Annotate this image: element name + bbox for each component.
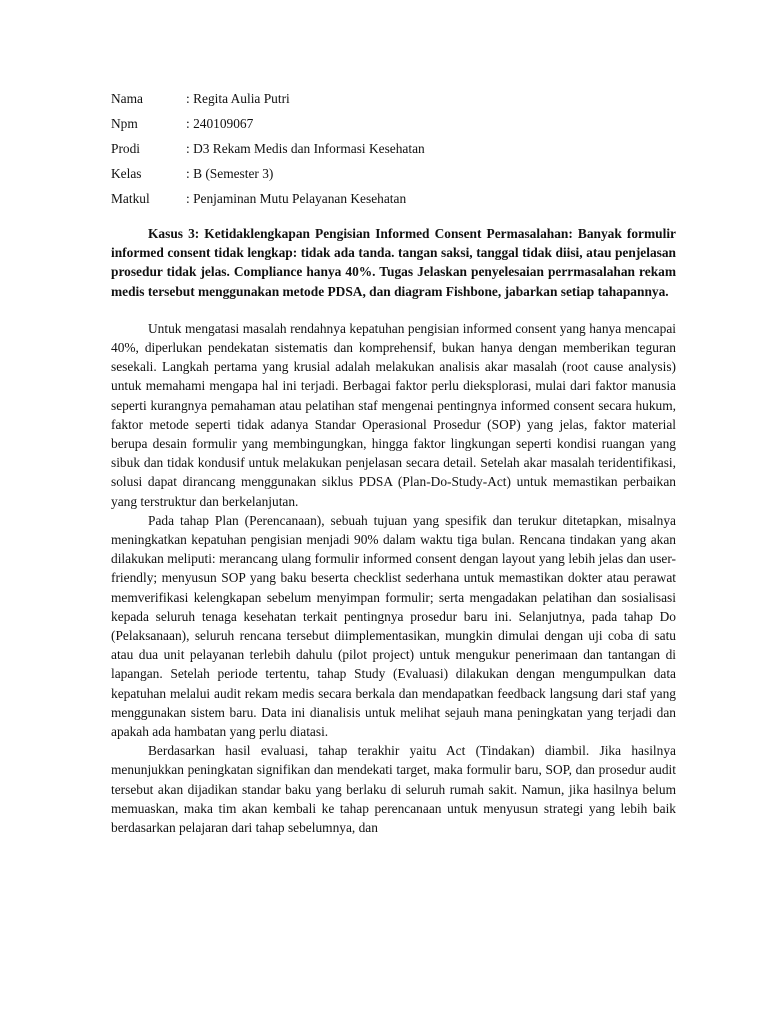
info-label: Npm: [111, 116, 138, 131]
info-row-nama: [111, 86, 676, 111]
body-paragraph-3: Berdasarkan hasil evaluasi, tahap terakhir yaitu Act (Tindakan) diambil. Jika hasilnya menunjukkan peningkatan signifikan dan mendekati target, maka formulir baru, SOP, dan prosedur audit tersebut akan dijadikan standar baku yang berlaku di seluruh rumah sakit. Namun, jika hasilnya belum memuaskan, maka tim akan kembali ke tahap perencanaan untuk menyusun strategi yang lebih baik berdasarkan pelajaran dari tahap sebelumnya, dan: [111, 743, 676, 836]
info-value: : 240109067: [186, 116, 254, 131]
info-row-prodi: [111, 136, 676, 161]
info-label: Matkul: [111, 191, 150, 206]
info-label: Nama: [111, 91, 143, 106]
info-row-npm: [111, 111, 676, 136]
body-paragraph-1: Untuk mengatasi masalah rendahnya kepatuhan pengisian informed consent yang hanya mencapai 40%, diperlukan pendekatan sistematis dan komprehensif, bukan hanya dengan memberikan teguran sesekali. Langkah pertama yang krusial adalah melakukan analisis akar masalah (root cause analysis) untuk memahami mengapa hal ini terjadi. Berbagai faktor perlu dieksplorasi, mulai dari faktor manusia seperti kurangnya pemahaman atau pelatihan staf mengenai pentingnya informed consent secara hukum, faktor metode seperti tidak adanya Standar Operasional Prosedur (SOP) yang jelas, faktor material berupa desain formulir yang membingungkan, hingga faktor lingkungan seperti kondisi ruangan yang sibuk dan tidak kondusif untuk melakukan penjelasan secara detail. Setelah akar masalah teridentifikasi, solusi dapat dirancang menggunakan siklus PDSA (Plan-Do-Study-Act) untuk memastikan perbaikan yang terstruktur dan berkelanjutan.: [111, 320, 676, 509]
info-label: Kelas: [111, 166, 142, 181]
info-label: Prodi: [111, 141, 141, 156]
document-page: [111, 86, 676, 837]
info-value: : Regita Aulia Putri: [186, 91, 290, 106]
info-value: : Penjaminan Mutu Pelayanan Kesehatan: [186, 191, 407, 206]
info-value: : B (Semester 3): [186, 166, 274, 181]
student-info: [111, 86, 676, 211]
info-row-kelas: [111, 161, 676, 186]
info-value: : D3 Rekam Medis dan Informasi Kesehatan: [186, 141, 425, 156]
body-paragraph-2: Pada tahap Plan (Perencanaan), sebuah tujuan yang spesifik dan terukur ditetapkan, misalnya meningkatkan kepatuhan pengisian menjadi 90% dalam waktu tiga bulan. Rencana tindakan yang akan dilakukan meliputi: merancang ulang formulir informed consent dengan layout yang lebih jelas dan user-friendly; menyusun SOP yang baku beserta checklist sederhana untuk memastikan dokter atau perawat memverifikasi kelengkapan sebelum menyimpan formulir; serta mengadakan pelatihan dan sosialisasi kepada seluruh tenaga kesehatan terkait pentingnya prosedur baru ini. Selanjutnya, pada tahap Do (Pelaksanaan), seluruh rencana tersebut diimplementasikan, mungkin dimulai dengan uji coba di satu atau dua unit pelayanan terlebih dahulu (pilot project) untuk mengukur penerimaan dan tantangan di lapangan. Setelah periode tertentu, tahap Study (Evaluasi) dilakukan dengan mengumpulkan data kepatuhan melalui audit rekam medis secara berkala dan mendapatkan feedback langsung dari staf yang menggunakan sistem baru. Data ini dianalisis untuk melihat sejauh mana peningkatan yang terjadi dan apakah ada hambatan yang perlu diatasi.: [111, 512, 676, 740]
case-statement: Kasus 3: Ketidaklengkapan Pengisian Informed Consent Permasalahan: Banyak formulir informed consent tidak lengkap: tidak ada tanda. tangan saksi, tanggal tidak diisi, atau penjelasan prosedur tidak jelas. Compliance hanya 40%. Tugas Jelaskan penyelesaian perrmasalahan rekam medis tersebut menggunakan metode PDSA, dan diagram Fishbone, jabarkan setiap tahapannya.: [111, 226, 676, 299]
info-row-matkul: [111, 186, 676, 211]
